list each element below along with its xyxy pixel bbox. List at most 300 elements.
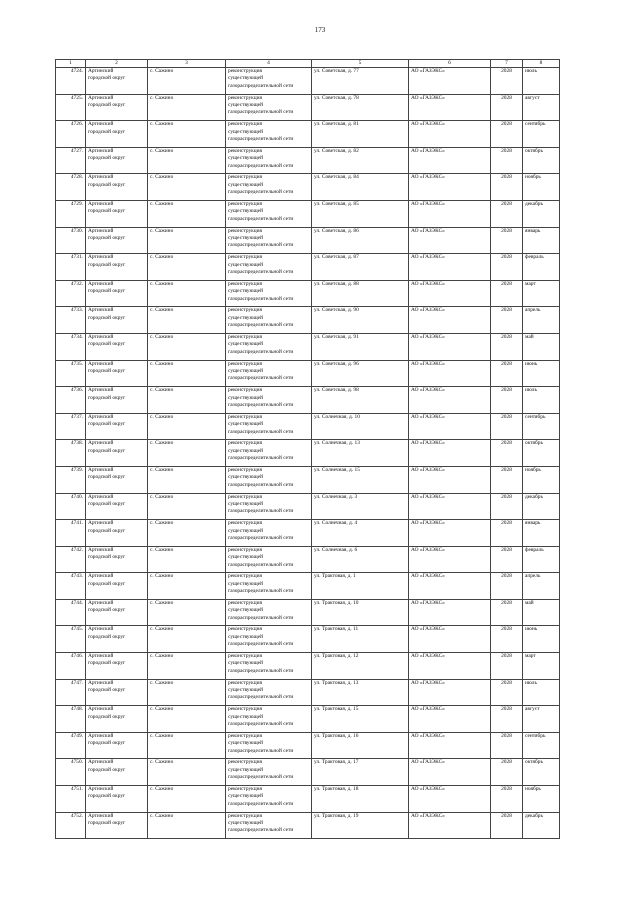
year-cell: 2028 (491, 413, 523, 440)
row-number: 4735. (56, 360, 86, 387)
work-cell (226, 94, 312, 121)
table-row (56, 440, 560, 467)
settlement-cell: с. Сажино (148, 520, 226, 547)
settlement-cell: с. Сажино (148, 360, 226, 387)
work-line: газораспределительной сети (228, 455, 294, 462)
year-cell: 2028 (491, 147, 523, 174)
district-cell (86, 121, 148, 148)
work-line: реконструкция (228, 200, 263, 207)
work-cell (226, 360, 312, 387)
work-line: существующей (228, 208, 263, 215)
work-cell (226, 280, 312, 307)
table-row (56, 254, 560, 281)
work-line: газораспределительной сети (228, 109, 294, 116)
table-row (56, 626, 560, 653)
month-cell: декабрь (523, 200, 560, 227)
work-line: газораспределительной сети (228, 215, 294, 222)
address-cell: ул. Трактовая, д. 18 (312, 786, 409, 813)
work-line: газораспределительной сети (228, 481, 294, 488)
address-cell: ул. Солнечная, д. 6 (312, 546, 409, 573)
district-line: Артинский (88, 387, 114, 394)
year-cell: 2028 (491, 200, 523, 227)
organization-cell: АО «ГАЗЭКС» (409, 174, 491, 201)
year-cell: 2028 (491, 121, 523, 148)
district-cell (86, 520, 148, 547)
organization-cell: АО «ГАЗЭКС» (409, 706, 491, 733)
address-cell: ул. Советская, д. 86 (312, 227, 409, 254)
work-line: газораспределительной сети (228, 268, 294, 275)
row-number: 4749. (56, 732, 86, 759)
row-number: 4728. (56, 174, 86, 201)
district-cell (86, 466, 148, 493)
work-line: газораспределительной сети (228, 162, 294, 169)
district-cell (86, 200, 148, 227)
table-row (56, 759, 560, 786)
district-line: городской округ (88, 687, 126, 694)
work-cell (226, 732, 312, 759)
organization-cell: АО «ГАЗЭКС» (409, 732, 491, 759)
work-line: газораспределительной сети (228, 375, 294, 382)
settlement-cell: с. Сажино (148, 440, 226, 467)
work-line: газораспределительной сети (228, 827, 294, 834)
work-cell (226, 546, 312, 573)
year-cell: 2028 (491, 653, 523, 680)
district-line: Артинский (88, 121, 114, 128)
district-line: городской округ (88, 181, 126, 188)
work-cell (226, 520, 312, 547)
row-number: 4745. (56, 626, 86, 653)
organization-cell: АО «ГАЗЭКС» (409, 679, 491, 706)
settlement-cell: с. Сажино (148, 333, 226, 360)
work-line: существующей (228, 474, 263, 481)
row-number: 4726. (56, 121, 86, 148)
work-line: реконструкция (228, 493, 263, 500)
district-line: городской округ (88, 793, 126, 800)
district-cell (86, 68, 148, 95)
work-cell (226, 440, 312, 467)
table-row (56, 360, 560, 387)
work-line: существующей (228, 766, 263, 773)
district-line: городской округ (88, 607, 126, 614)
work-line: существующей (228, 554, 263, 561)
work-line: газораспределительной сети (228, 614, 294, 621)
year-cell: 2028 (491, 387, 523, 414)
work-cell (226, 812, 312, 839)
row-number: 4734. (56, 333, 86, 360)
table-row (56, 227, 560, 254)
district-cell (86, 812, 148, 839)
work-line: газораспределительной сети (228, 322, 294, 329)
row-number: 4740. (56, 493, 86, 520)
work-line: газораспределительной сети (228, 774, 294, 781)
work-line: газораспределительной сети (228, 295, 294, 302)
settlement-cell: с. Сажино (148, 307, 226, 334)
work-cell (226, 786, 312, 813)
settlement-cell: с. Сажино (148, 280, 226, 307)
table-row (56, 387, 560, 414)
year-cell: 2028 (491, 307, 523, 334)
table-row (56, 520, 560, 547)
district-cell (86, 360, 148, 387)
month-cell: ноябрь (523, 174, 560, 201)
month-cell: февраль (523, 546, 560, 573)
address-cell: ул. Солнечная, д. 15 (312, 466, 409, 493)
district-cell (86, 599, 148, 626)
settlement-cell: с. Сажино (148, 546, 226, 573)
address-cell: ул. Трактовая, д. 12 (312, 653, 409, 680)
row-number: 4727. (56, 147, 86, 174)
row-number: 4742. (56, 546, 86, 573)
settlement-cell: с. Сажино (148, 573, 226, 600)
settlement-cell: с. Сажино (148, 200, 226, 227)
table-row (56, 786, 560, 813)
work-line: реконструкция (228, 254, 263, 261)
district-cell (86, 653, 148, 680)
district-line: городской округ (88, 341, 126, 348)
district-line: городской округ (88, 447, 126, 454)
district-cell (86, 786, 148, 813)
row-number: 4731. (56, 254, 86, 281)
district-line: городской округ (88, 261, 126, 268)
district-line: городской округ (88, 234, 126, 241)
organization-cell: АО «ГАЗЭКС» (409, 333, 491, 360)
month-cell: декабрь (523, 493, 560, 520)
district-line: городской округ (88, 314, 126, 321)
work-cell (226, 653, 312, 680)
register-table (55, 59, 560, 839)
month-cell: октябрь (523, 147, 560, 174)
district-cell (86, 440, 148, 467)
organization-cell: АО «ГАЗЭКС» (409, 68, 491, 95)
district-line: Артинский (88, 546, 114, 553)
address-cell: ул. Советская, д. 85 (312, 200, 409, 227)
work-line: реконструкция (228, 360, 263, 367)
month-cell: август (523, 94, 560, 121)
work-line: реконструкция (228, 520, 263, 527)
month-cell: апрель (523, 307, 560, 334)
work-line: реконструкция (228, 599, 263, 606)
district-line: городской округ (88, 554, 126, 561)
address-cell: ул. Трактовая, д. 16 (312, 732, 409, 759)
district-line: Артинский (88, 174, 114, 181)
address-cell: ул. Советская, д. 90 (312, 307, 409, 334)
row-number: 4737. (56, 413, 86, 440)
work-cell (226, 174, 312, 201)
district-line: городской округ (88, 155, 126, 162)
work-line: газораспределительной сети (228, 136, 294, 142)
work-line: реконструкция (228, 812, 263, 819)
month-cell: июнь (523, 360, 560, 387)
district-line: городской округ (88, 633, 126, 640)
row-number: 4725. (56, 94, 86, 121)
district-line: Артинский (88, 413, 114, 420)
district-line: Артинский (88, 360, 114, 367)
work-line: реконструкция (228, 147, 263, 154)
work-line: газораспределительной сети (228, 588, 294, 595)
address-cell: ул. Советская, д. 82 (312, 147, 409, 174)
work-line: реконструкция (228, 68, 263, 74)
work-line: газораспределительной сети (228, 242, 294, 249)
work-cell (226, 679, 312, 706)
address-cell: ул. Советская, д. 91 (312, 333, 409, 360)
district-line: городской округ (88, 75, 126, 82)
year-cell: 2028 (491, 759, 523, 786)
month-cell: январь (523, 520, 560, 547)
district-line: городской округ (88, 421, 126, 428)
work-line: существующей (228, 740, 263, 747)
district-line: городской округ (88, 740, 126, 747)
district-line: Артинский (88, 94, 114, 101)
year-cell: 2028 (491, 440, 523, 467)
work-line: газораспределительной сети (228, 534, 294, 541)
settlement-cell: с. Сажино (148, 174, 226, 201)
table-row (56, 333, 560, 360)
district-cell (86, 626, 148, 653)
organization-cell: АО «ГАЗЭКС» (409, 94, 491, 121)
column-header: 3 (148, 60, 226, 68)
table-row (56, 812, 560, 839)
settlement-cell: с. Сажино (148, 732, 226, 759)
organization-cell: АО «ГАЗЭКС» (409, 280, 491, 307)
organization-cell: АО «ГАЗЭКС» (409, 227, 491, 254)
organization-cell: АО «ГАЗЭКС» (409, 147, 491, 174)
row-number: 4741. (56, 520, 86, 547)
work-cell (226, 759, 312, 786)
table-row (56, 174, 560, 201)
work-line: существующей (228, 820, 263, 827)
month-cell: июль (523, 679, 560, 706)
district-line: Артинский (88, 68, 114, 74)
row-number: 4748. (56, 706, 86, 733)
table-row (56, 413, 560, 440)
year-cell: 2028 (491, 732, 523, 759)
settlement-cell: с. Сажино (148, 227, 226, 254)
work-line: реконструкция (228, 786, 263, 793)
district-cell (86, 679, 148, 706)
table-row (56, 546, 560, 573)
table-row (56, 147, 560, 174)
district-line: Артинский (88, 679, 114, 686)
month-cell: февраль (523, 254, 560, 281)
work-line: реконструкция (228, 626, 263, 633)
district-line: Артинский (88, 732, 114, 739)
district-cell (86, 546, 148, 573)
organization-cell: АО «ГАЗЭКС» (409, 626, 491, 653)
address-cell: ул. Трактовая, д. 13 (312, 679, 409, 706)
work-line: существующей (228, 314, 263, 321)
work-cell (226, 706, 312, 733)
work-line: существующей (228, 580, 263, 587)
address-cell: ул. Трактовая, д. 15 (312, 706, 409, 733)
table-row (56, 121, 560, 148)
month-cell: июль (523, 68, 560, 95)
work-cell (226, 333, 312, 360)
district-line: Артинский (88, 280, 114, 287)
work-line: газораспределительной сети (228, 747, 294, 754)
work-line: реконструкция (228, 759, 263, 766)
settlement-cell: с. Сажино (148, 626, 226, 653)
work-line: реконструкция (228, 174, 263, 181)
settlement-cell: с. Сажино (148, 679, 226, 706)
work-line: реконструкция (228, 280, 263, 287)
column-header: 1 (56, 60, 86, 68)
district-cell (86, 333, 148, 360)
work-line: реконструкция (228, 121, 263, 128)
column-header: 2 (86, 60, 148, 68)
work-line: реконструкция (228, 706, 263, 713)
settlement-cell: с. Сажино (148, 254, 226, 281)
year-cell: 2028 (491, 227, 523, 254)
organization-cell: АО «ГАЗЭКС» (409, 759, 491, 786)
year-cell: 2028 (491, 493, 523, 520)
organization-cell: АО «ГАЗЭКС» (409, 413, 491, 440)
work-cell (226, 573, 312, 600)
work-line: газораспределительной сети (228, 348, 294, 355)
year-cell: 2028 (491, 520, 523, 547)
work-line: существующей (228, 421, 263, 428)
district-cell (86, 307, 148, 334)
settlement-cell: с. Сажино (148, 759, 226, 786)
work-cell (226, 200, 312, 227)
settlement-cell: с. Сажино (148, 812, 226, 839)
address-cell: ул. Советская, д. 87 (312, 254, 409, 281)
month-cell: май (523, 599, 560, 626)
work-line: газораспределительной сети (228, 800, 294, 807)
work-line: существующей (228, 102, 263, 108)
work-line: реконструкция (228, 440, 263, 447)
district-cell (86, 493, 148, 520)
year-cell: 2028 (491, 679, 523, 706)
row-number: 4738. (56, 440, 86, 467)
settlement-cell: с. Сажино (148, 466, 226, 493)
district-line: Артинский (88, 573, 114, 580)
work-line: существующей (228, 687, 263, 694)
settlement-cell: с. Сажино (148, 147, 226, 174)
settlement-cell: с. Сажино (148, 706, 226, 733)
district-line: городской округ (88, 713, 126, 720)
address-cell: ул. Советская, д. 88 (312, 280, 409, 307)
work-line: газораспределительной сети (228, 721, 294, 728)
work-line: реконструкция (228, 732, 263, 739)
work-cell (226, 413, 312, 440)
month-cell: ноябрь (523, 466, 560, 493)
organization-cell: АО «ГАЗЭКС» (409, 254, 491, 281)
table-row (56, 706, 560, 733)
district-cell (86, 174, 148, 201)
year-cell: 2028 (491, 466, 523, 493)
settlement-cell: с. Сажино (148, 786, 226, 813)
month-cell: январь (523, 227, 560, 254)
work-line: существующей (228, 367, 263, 374)
work-line: существующей (228, 633, 263, 640)
row-number: 4724. (56, 68, 86, 95)
work-line: газораспределительной сети (228, 428, 294, 435)
address-cell: ул. Трактовая, д. 17 (312, 759, 409, 786)
table-row (56, 599, 560, 626)
organization-cell: АО «ГАЗЭКС» (409, 307, 491, 334)
year-cell: 2028 (491, 599, 523, 626)
district-line: Артинский (88, 626, 114, 633)
table-row (56, 466, 560, 493)
year-cell: 2028 (491, 706, 523, 733)
district-line: Артинский (88, 307, 114, 314)
district-line: городской округ (88, 208, 126, 215)
district-line: Артинский (88, 653, 114, 660)
month-cell: август (523, 706, 560, 733)
district-line: Артинский (88, 466, 114, 473)
district-line: Артинский (88, 254, 114, 261)
district-line: городской округ (88, 367, 126, 374)
row-number: 4752. (56, 812, 86, 839)
month-cell: октябрь (523, 759, 560, 786)
year-cell: 2028 (491, 812, 523, 839)
organization-cell: АО «ГАЗЭКС» (409, 520, 491, 547)
district-cell (86, 759, 148, 786)
row-number: 4747. (56, 679, 86, 706)
district-line: городской округ (88, 580, 126, 587)
work-line: реконструкция (228, 653, 263, 660)
year-cell: 2028 (491, 280, 523, 307)
month-cell: июнь (523, 626, 560, 653)
settlement-cell: с. Сажино (148, 653, 226, 680)
address-cell: ул. Трактовая, д. 19 (312, 812, 409, 839)
year-cell: 2028 (491, 573, 523, 600)
work-line: существующей (228, 607, 263, 614)
organization-cell: АО «ГАЗЭКС» (409, 786, 491, 813)
work-line: существующей (228, 341, 263, 348)
month-cell: март (523, 280, 560, 307)
settlement-cell: с. Сажино (148, 121, 226, 148)
work-cell (226, 599, 312, 626)
district-line: городской округ (88, 660, 126, 667)
district-cell (86, 387, 148, 414)
organization-cell: АО «ГАЗЭКС» (409, 387, 491, 414)
address-cell: ул. Трактовая, д. 10 (312, 599, 409, 626)
organization-cell: АО «ГАЗЭКС» (409, 200, 491, 227)
address-cell: ул. Трактовая, д. 1 (312, 573, 409, 600)
work-line: газораспределительной сети (228, 641, 294, 648)
district-line: городской округ (88, 128, 126, 135)
district-cell (86, 254, 148, 281)
organization-cell: АО «ГАЗЭКС» (409, 599, 491, 626)
row-number: 4750. (56, 759, 86, 786)
district-line: городской округ (88, 474, 126, 481)
district-line: Артинский (88, 147, 114, 154)
month-cell: сентябрь (523, 732, 560, 759)
organization-cell: АО «ГАЗЭКС» (409, 546, 491, 573)
work-line: газораспределительной сети (228, 694, 294, 701)
work-line: существующей (228, 713, 263, 720)
year-cell: 2028 (491, 626, 523, 653)
address-cell: ул. Советская, д. 98 (312, 387, 409, 414)
row-number: 4733. (56, 307, 86, 334)
column-header: 6 (409, 60, 491, 68)
organization-cell: АО «ГАЗЭКС» (409, 573, 491, 600)
address-cell: ул. Советская, д. 81 (312, 121, 409, 148)
month-cell: март (523, 653, 560, 680)
district-cell (86, 706, 148, 733)
organization-cell: АО «ГАЗЭКС» (409, 653, 491, 680)
address-cell: ул. Советская, д. 77 (312, 68, 409, 95)
work-line: газораспределительной сети (228, 189, 294, 196)
work-cell (226, 626, 312, 653)
row-number: 4751. (56, 786, 86, 813)
work-line: существующей (228, 155, 263, 162)
district-cell (86, 732, 148, 759)
year-cell: 2028 (491, 546, 523, 573)
page-number: 173 (314, 26, 326, 34)
column-header: 5 (312, 60, 409, 68)
